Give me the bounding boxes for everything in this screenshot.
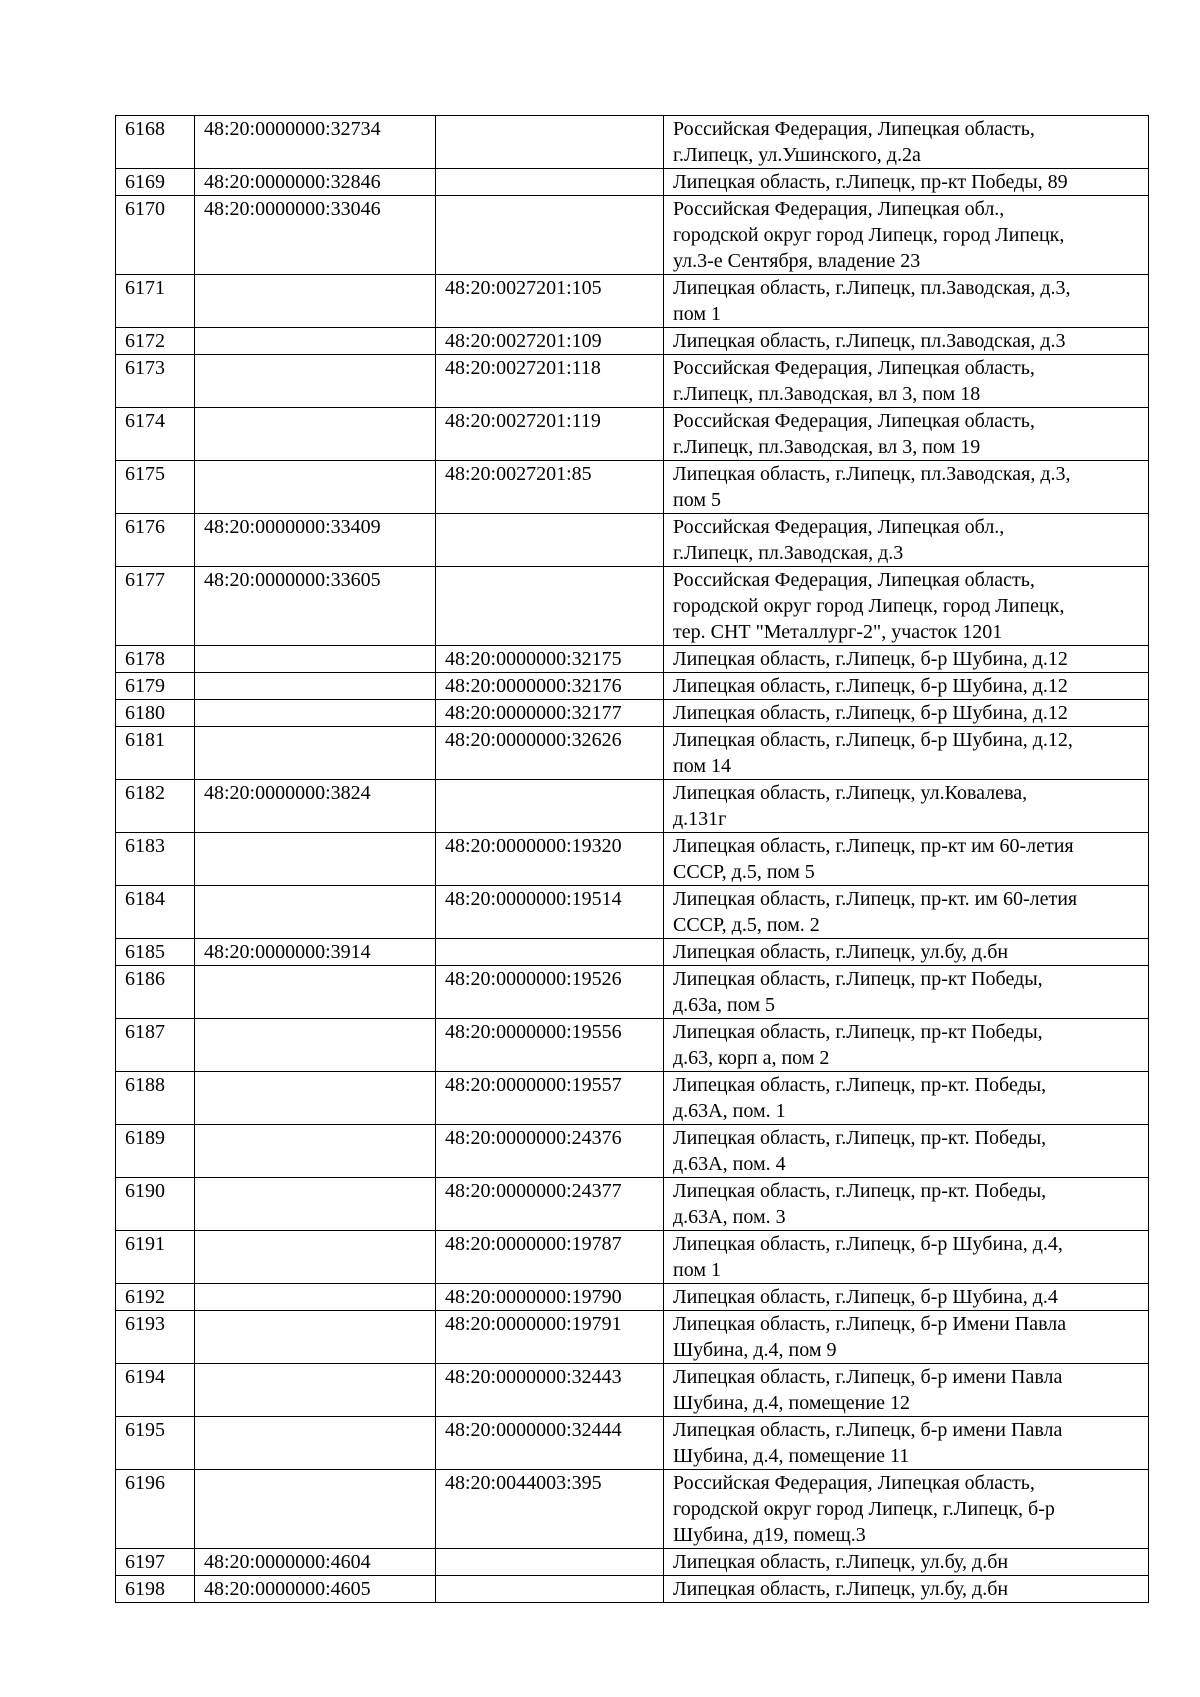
object-cadastral-number-cell [436,196,664,275]
row-number-cell: 6196 [116,1470,195,1549]
property-table-body [116,116,1149,1603]
row-number-cell: 6195 [116,1417,195,1470]
row-number-cell: 6169 [116,169,195,196]
cadastral-number-cell [195,408,436,461]
object-cadastral-number-cell: 48:20:0000000:32177 [436,700,664,727]
object-cadastral-number-cell: 48:20:0000000:19514 [436,886,664,939]
address-cell: Липецкая область, г.Липецк, б-р Шубина, д.12 [664,646,1149,673]
row-number-cell: 6193 [116,1311,195,1364]
cadastral-number-cell: 48:20:0000000:4604 [195,1549,436,1576]
address-cell: Липецкая область, г.Липецк, б-р имени Павла Шубина, д.4, помещение 11 [664,1417,1149,1470]
address-cell: Российская Федерация, Липецкая обл., городской округ город Липецк, город Липецк, ул.3-е Сентября, владение 23 [664,196,1149,275]
object-cadastral-number-cell: 48:20:0000000:19557 [436,1072,664,1125]
row-number-cell: 6171 [116,275,195,328]
address-cell: Российская Федерация, Липецкая область, г.Липецк, ул.Ушинского, д.2а [664,116,1149,169]
cadastral-number-cell [195,1125,436,1178]
address-cell: Российская Федерация, Липецкая область, городской округ город Липецк, г.Липецк, б-р Шубина, д19, помещ.3 [664,1470,1149,1549]
table-row [116,727,1149,780]
table-row [116,196,1149,275]
address-cell: Липецкая область, г.Липецк, б-р имени Павла Шубина, д.4, помещение 12 [664,1364,1149,1417]
cadastral-number-cell [195,461,436,514]
row-number-cell: 6180 [116,700,195,727]
address-cell: Липецкая область, г.Липецк, пл.Заводская, д.3, пом 5 [664,461,1149,514]
property-table [115,115,1149,1603]
row-number-cell: 6198 [116,1576,195,1603]
table-row [116,1364,1149,1417]
cadastral-number-cell [195,1311,436,1364]
cadastral-number-cell: 48:20:0000000:33409 [195,514,436,567]
object-cadastral-number-cell [436,1549,664,1576]
table-row [116,1125,1149,1178]
object-cadastral-number-cell: 48:20:0000000:32626 [436,727,664,780]
row-number-cell: 6172 [116,328,195,355]
cadastral-number-cell: 48:20:0000000:3914 [195,939,436,966]
row-number-cell: 6178 [116,646,195,673]
object-cadastral-number-cell [436,514,664,567]
row-number-cell: 6192 [116,1284,195,1311]
object-cadastral-number-cell: 48:20:0027201:85 [436,461,664,514]
object-cadastral-number-cell: 48:20:0027201:119 [436,408,664,461]
cadastral-number-cell [195,1178,436,1231]
object-cadastral-number-cell: 48:20:0000000:19791 [436,1311,664,1364]
address-cell: Российская Федерация, Липецкая область, городской округ город Липецк, город Липецк, тер. СНТ "Металлург-2", участок 1201 [664,567,1149,646]
address-cell: Российская Федерация, Липецкая обл., г.Липецк, пл.Заводская, д.3 [664,514,1149,567]
cadastral-number-cell [195,966,436,1019]
row-number-cell: 6190 [116,1178,195,1231]
address-cell: Липецкая область, г.Липецк, пр-кт им 60-летия СССР, д.5, пом 5 [664,833,1149,886]
cadastral-number-cell [195,886,436,939]
row-number-cell: 6182 [116,780,195,833]
cadastral-number-cell: 48:20:0000000:32846 [195,169,436,196]
table-row [116,700,1149,727]
row-number-cell: 6183 [116,833,195,886]
address-cell: Липецкая область, г.Липецк, пл.Заводская, д.3 [664,328,1149,355]
object-cadastral-number-cell: 48:20:0044003:395 [436,1470,664,1549]
cadastral-number-cell [195,646,436,673]
object-cadastral-number-cell: 48:20:0027201:105 [436,275,664,328]
row-number-cell: 6179 [116,673,195,700]
object-cadastral-number-cell [436,780,664,833]
row-number-cell: 6197 [116,1549,195,1576]
row-number-cell: 6170 [116,196,195,275]
table-row [116,355,1149,408]
row-number-cell: 6194 [116,1364,195,1417]
cadastral-number-cell: 48:20:0000000:3824 [195,780,436,833]
cadastral-number-cell [195,673,436,700]
object-cadastral-number-cell: 48:20:0000000:24376 [436,1125,664,1178]
table-row [116,275,1149,328]
cadastral-number-cell [195,833,436,886]
table-row [116,646,1149,673]
row-number-cell: 6174 [116,408,195,461]
address-cell: Липецкая область, г.Липецк, ул.бу, д.бн [664,939,1149,966]
row-number-cell: 6188 [116,1072,195,1125]
row-number-cell: 6177 [116,567,195,646]
address-cell: Российская Федерация, Липецкая область, г.Липецк, пл.Заводская, вл 3, пом 18 [664,355,1149,408]
cadastral-number-cell [195,328,436,355]
table-row [116,1231,1149,1284]
object-cadastral-number-cell [436,169,664,196]
table-row [116,169,1149,196]
object-cadastral-number-cell: 48:20:0000000:19526 [436,966,664,1019]
address-cell: Липецкая область, г.Липецк, ул.бу, д.бн [664,1576,1149,1603]
row-number-cell: 6168 [116,116,195,169]
address-cell: Липецкая область, г.Липецк, пр-кт Победы, 89 [664,169,1149,196]
object-cadastral-number-cell: 48:20:0000000:24377 [436,1178,664,1231]
cadastral-number-cell: 48:20:0000000:33605 [195,567,436,646]
cadastral-number-cell [195,1231,436,1284]
table-row [116,1549,1149,1576]
object-cadastral-number-cell: 48:20:0027201:109 [436,328,664,355]
table-row [116,1178,1149,1231]
object-cadastral-number-cell: 48:20:0000000:19556 [436,1019,664,1072]
address-cell: Липецкая область, г.Липецк, б-р Шубина, д.4, пом 1 [664,1231,1149,1284]
row-number-cell: 6181 [116,727,195,780]
row-number-cell: 6184 [116,886,195,939]
row-number-cell: 6173 [116,355,195,408]
table-row [116,567,1149,646]
table-row [116,886,1149,939]
cadastral-number-cell: 48:20:0000000:33046 [195,196,436,275]
table-row [116,939,1149,966]
cadastral-number-cell [195,1364,436,1417]
table-row [116,1072,1149,1125]
table-row [116,514,1149,567]
row-number-cell: 6191 [116,1231,195,1284]
row-number-cell: 6189 [116,1125,195,1178]
cadastral-number-cell [195,1072,436,1125]
table-row [116,1284,1149,1311]
cadastral-number-cell [195,1019,436,1072]
table-row [116,673,1149,700]
address-cell: Липецкая область, г.Липецк, пл.Заводская, д.3, пом 1 [664,275,1149,328]
address-cell: Липецкая область, г.Липецк, б-р Шубина, д.4 [664,1284,1149,1311]
table-row [116,1470,1149,1549]
table-row [116,1311,1149,1364]
row-number-cell: 6185 [116,939,195,966]
object-cadastral-number-cell: 48:20:0000000:32176 [436,673,664,700]
row-number-cell: 6175 [116,461,195,514]
address-cell: Липецкая область, г.Липецк, пр-кт. Победы, д.63А, пом. 3 [664,1178,1149,1231]
row-number-cell: 6176 [116,514,195,567]
object-cadastral-number-cell [436,939,664,966]
object-cadastral-number-cell [436,1576,664,1603]
object-cadastral-number-cell [436,116,664,169]
object-cadastral-number-cell: 48:20:0027201:118 [436,355,664,408]
address-cell: Липецкая область, г.Липецк, ул.Ковалева, д.131г [664,780,1149,833]
object-cadastral-number-cell: 48:20:0000000:19787 [436,1231,664,1284]
object-cadastral-number-cell: 48:20:0000000:19320 [436,833,664,886]
table-row [116,1417,1149,1470]
table-row [116,461,1149,514]
object-cadastral-number-cell: 48:20:0000000:19790 [436,1284,664,1311]
table-row [116,1019,1149,1072]
address-cell: Липецкая область, г.Липецк, пр-кт. Победы, д.63А, пом. 1 [664,1072,1149,1125]
address-cell: Липецкая область, г.Липецк, б-р Шубина, д.12 [664,673,1149,700]
address-cell: Липецкая область, г.Липецк, б-р Шубина, д.12 [664,700,1149,727]
object-cadastral-number-cell [436,567,664,646]
address-cell: Липецкая область, г.Липецк, пр-кт Победы, д.63, корп а, пом 2 [664,1019,1149,1072]
table-row [116,966,1149,1019]
address-cell: Липецкая область, г.Липецк, пр-кт. Победы, д.63А, пом. 4 [664,1125,1149,1178]
cadastral-number-cell [195,1417,436,1470]
address-cell: Липецкая область, г.Липецк, пр-кт Победы, д.63а, пом 5 [664,966,1149,1019]
table-row [116,780,1149,833]
address-cell: Липецкая область, г.Липецк, пр-кт. им 60-летия СССР, д.5, пом. 2 [664,886,1149,939]
address-cell: Липецкая область, г.Липецк, б-р Имени Павла Шубина, д.4, пом 9 [664,1311,1149,1364]
address-cell: Липецкая область, г.Липецк, ул.бу, д.бн [664,1549,1149,1576]
table-row [116,328,1149,355]
cadastral-number-cell [195,1470,436,1549]
cadastral-number-cell [195,355,436,408]
cadastral-number-cell: 48:20:0000000:4605 [195,1576,436,1603]
object-cadastral-number-cell: 48:20:0000000:32175 [436,646,664,673]
row-number-cell: 6187 [116,1019,195,1072]
table-row [116,116,1149,169]
cadastral-number-cell [195,727,436,780]
object-cadastral-number-cell: 48:20:0000000:32444 [436,1417,664,1470]
address-cell: Липецкая область, г.Липецк, б-р Шубина, д.12, пом 14 [664,727,1149,780]
table-row [116,1576,1149,1603]
cadastral-number-cell: 48:20:0000000:32734 [195,116,436,169]
table-row [116,833,1149,886]
cadastral-number-cell [195,1284,436,1311]
table-row [116,408,1149,461]
cadastral-number-cell [195,700,436,727]
row-number-cell: 6186 [116,966,195,1019]
address-cell: Российская Федерация, Липецкая область, г.Липецк, пл.Заводская, вл 3, пом 19 [664,408,1149,461]
cadastral-number-cell [195,275,436,328]
object-cadastral-number-cell: 48:20:0000000:32443 [436,1364,664,1417]
